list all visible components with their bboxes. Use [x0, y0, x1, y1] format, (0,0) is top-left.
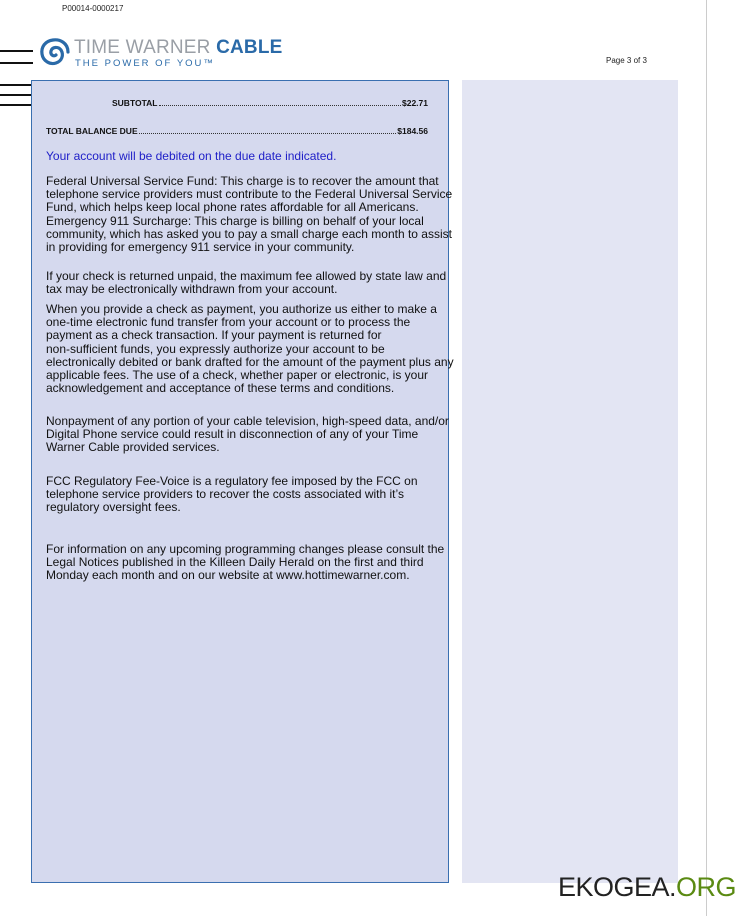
paragraph-line: Legal Notices published in the Killeen Daily Herald on the first and third — [46, 555, 424, 570]
subtotal-row — [112, 98, 428, 108]
paragraph-line: Federal Universal Service Fund: This charge is to recover the amount that — [46, 174, 439, 188]
notice-paragraph — [46, 475, 418, 515]
registration-mark — [0, 62, 33, 64]
registration-mark — [0, 84, 33, 86]
paragraph-line: If your check is returned unpaid, the maximum fee allowed by state law and — [46, 269, 447, 283]
total-due-value: $184.56 — [397, 126, 428, 136]
paragraph-line: For information on any upcoming programming changes please consult the — [46, 542, 445, 556]
brand-name-bold: CABLE — [216, 37, 283, 58]
brand-tagline: THE POWER OF YOU™ — [75, 58, 215, 69]
page-number: Page 3 of 3 — [606, 56, 647, 65]
side-panel — [462, 80, 678, 883]
paragraph-line: Monday each month and on our website at www.hottimewarner.com. — [46, 568, 410, 583]
paragraph-line: Nonpayment of any portion of your cable television, high-speed data, and/or — [46, 414, 449, 428]
paragraph-line: payment as a check transaction. If your payment is returned for — [46, 328, 382, 343]
paragraph-line: applicable fees. The use of a check, whether paper or electronic, is your — [46, 368, 428, 383]
paragraph-line: Digital Phone service could result in disconnection of any of your Time — [46, 427, 419, 442]
paragraph-line: telephone service providers to recover the costs associated with it’s — [46, 487, 404, 502]
paragraph-line: one-time electronic fund transfer from your account or to process the — [46, 315, 411, 330]
notice-paragraph — [46, 175, 452, 254]
notice-paragraph — [46, 543, 444, 583]
document-id: P00014-0000217 — [62, 4, 124, 13]
paragraph-line: in providing for emergency 911 service in your community. — [46, 240, 355, 255]
brand-name: TIME WARNER — [74, 37, 217, 58]
paragraph-line: Fund, which helps keep local phone rates affordable for all Americans. — [46, 200, 419, 215]
paragraph-line: non-sufficient funds, you expressly authorize your account to be — [46, 341, 385, 356]
paragraph-line: When you provide a check as payment, you authorize us either to make a — [46, 302, 437, 316]
autodebit-notice: Your account will be debited on the due date indicated. — [46, 149, 337, 163]
paragraph-line: telephone service providers must contribute to the Federal Universal Service — [46, 187, 453, 202]
watermark: EKOGEA.ORG — [558, 872, 736, 902]
paragraph-line: Warner Cable provided services. — [46, 440, 220, 455]
notice-paragraph — [46, 270, 446, 296]
notice-paragraph — [46, 303, 454, 395]
paragraph-line: FCC Regulatory Fee-Voice is a regulatory fee imposed by the FCC on — [46, 474, 418, 488]
registration-mark — [0, 94, 33, 96]
eye-logo-icon — [40, 38, 70, 66]
subtotal-value: $22.71 — [402, 98, 428, 108]
subtotal-label: SUBTOTAL — [112, 98, 158, 108]
paragraph-line: regulatory oversight fees. — [46, 500, 181, 515]
total-due-row — [46, 126, 428, 136]
bill-panel — [31, 80, 454, 883]
total-due-label: TOTAL BALANCE DUE — [46, 126, 138, 136]
registration-mark — [0, 104, 33, 106]
paragraph-line: electronically debited or bank drafted for the amount of the payment plus any — [46, 354, 454, 369]
paragraph-line: acknowledgement and acceptance of these terms and conditions. — [46, 381, 395, 396]
company-logo — [40, 37, 283, 71]
registration-mark — [0, 50, 33, 52]
notice-paragraph — [46, 415, 449, 455]
paragraph-line: Emergency 911 Surcharge: This charge is billing on behalf of your local — [46, 213, 424, 228]
paragraph-line: tax may be electronically withdrawn from your account. — [46, 282, 338, 297]
paragraph-line: community, which has asked you to pay a small charge each month to assist — [46, 226, 452, 241]
